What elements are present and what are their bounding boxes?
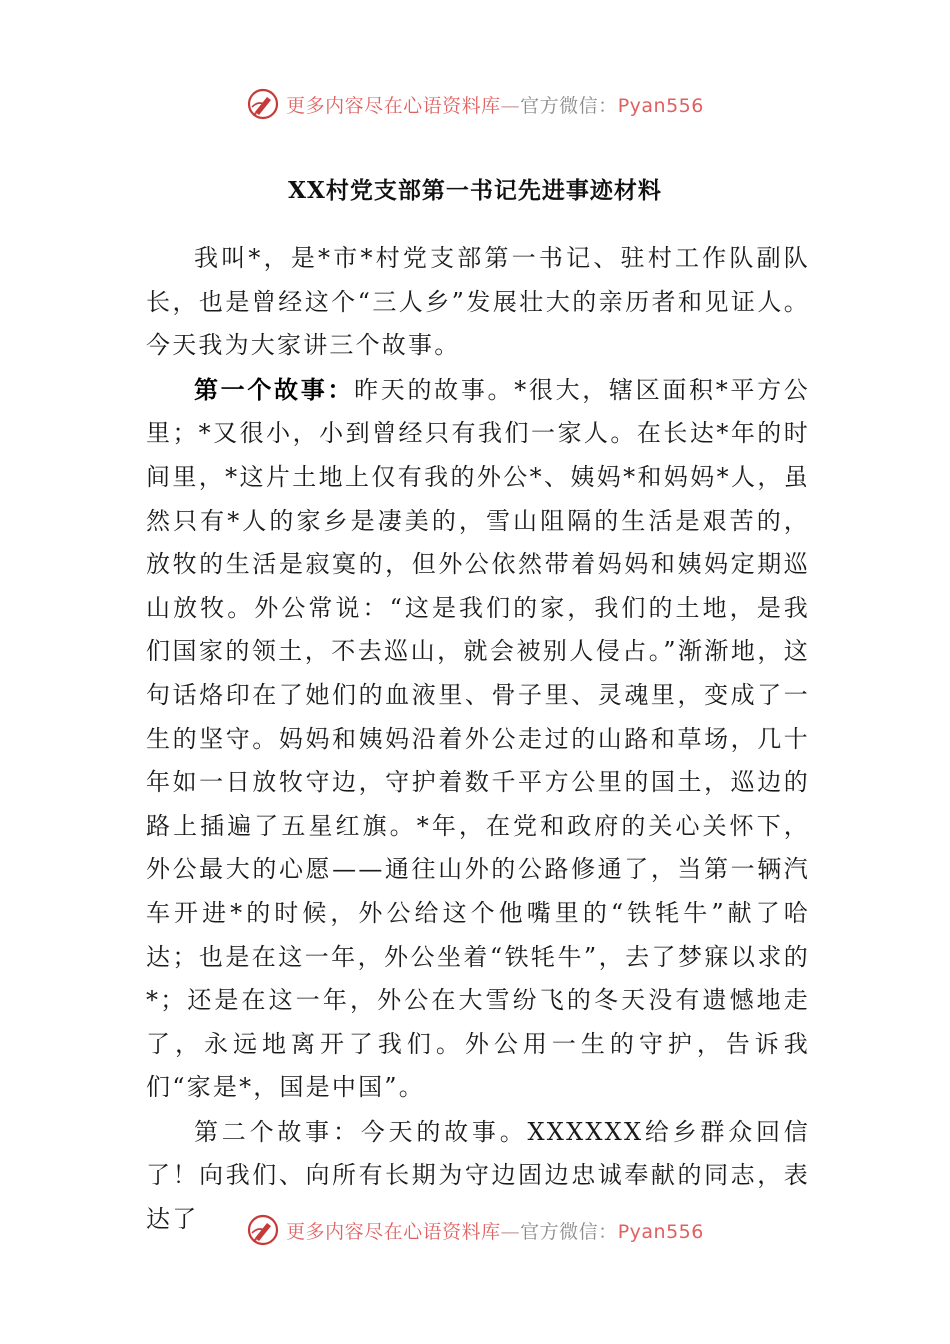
paragraph-2-lead: 第一个故事： bbox=[194, 374, 355, 404]
watermark-id: Pyan556 bbox=[617, 1220, 704, 1243]
footer-watermark bbox=[0, 1210, 950, 1250]
paragraph-1 bbox=[146, 236, 810, 368]
watermark-separator: — bbox=[500, 94, 521, 117]
watermark-text bbox=[286, 91, 704, 118]
watermark-site: 更多内容尽在心语资料库 bbox=[286, 1220, 501, 1243]
paragraph-1-text: 我叫*，是*市*村党支部第一书记、驻村工作队副队长，也是曾经这个“三人乡”发展壮大的亲历者和见证人。今天我为大家讲三个故事。 bbox=[146, 244, 810, 360]
paragraph-2-text: 昨天的故事。*很大，辖区面积*平方公里；*又很小，小到曾经只有我们一家人。在长达*年的时间里，*这片土地上仅有我的外公*、姨妈*和妈妈*人，虽然只有*人的家乡是凄美的，雪山阻隔的生活是艰苦的，放牧的生活是寂寞的，但外公依然带着妈妈和姨妈定期巡山放牧。外公常说：“这是我们的家，我们的土地，是我们国家的领土，不去巡山，就会被别人侵占。”渐渐地，这句话烙印在了她们的血液里、骨子里、灵魂里，变成了一生的坚守。妈妈和姨妈沿着外公走过的山路和草场，几十年如一日放牧守边，守护着数千平方公里的国土，巡边的路上插遍了五星红旗。*年，在党和政府的关心关怀下，外公最大的心愿——通往山外的公路修通了，当第一辆汽车开进*的时候，外公给这个他嘴里的“铁牦牛”献了哈达；也是在这一年，外公坐着“铁牦牛”，去了梦寐以求的*；还是在这一年，外公在大雪纷飞的冬天没有遗憾地走了，永远地离开了我们。外公用一生的守护，告诉我们“家是*，国是中国”。 bbox=[146, 375, 810, 1102]
watermark-site: 更多内容尽在心语资料库 bbox=[286, 94, 501, 117]
document-body bbox=[146, 236, 810, 1242]
paragraph-3-text: 第二个故事：今天的故事。XXXXXX给乡群众回信了！向我们、向所有长期为守边固边忠诚奉献的同志，表达了 bbox=[146, 1117, 810, 1234]
paragraph-2 bbox=[146, 368, 810, 1110]
watermark-separator: — bbox=[500, 1220, 521, 1243]
pen-logo-icon bbox=[246, 87, 280, 121]
watermark-label: 官方微信： bbox=[520, 1220, 618, 1243]
watermark-label: 官方微信： bbox=[520, 94, 618, 117]
document-title: XX村党支部第一书记先进事迹材料 bbox=[288, 177, 662, 204]
pen-logo-icon bbox=[246, 1213, 280, 1247]
watermark-id: Pyan556 bbox=[617, 94, 704, 117]
header-watermark bbox=[0, 84, 950, 124]
watermark-text bbox=[286, 1217, 704, 1244]
